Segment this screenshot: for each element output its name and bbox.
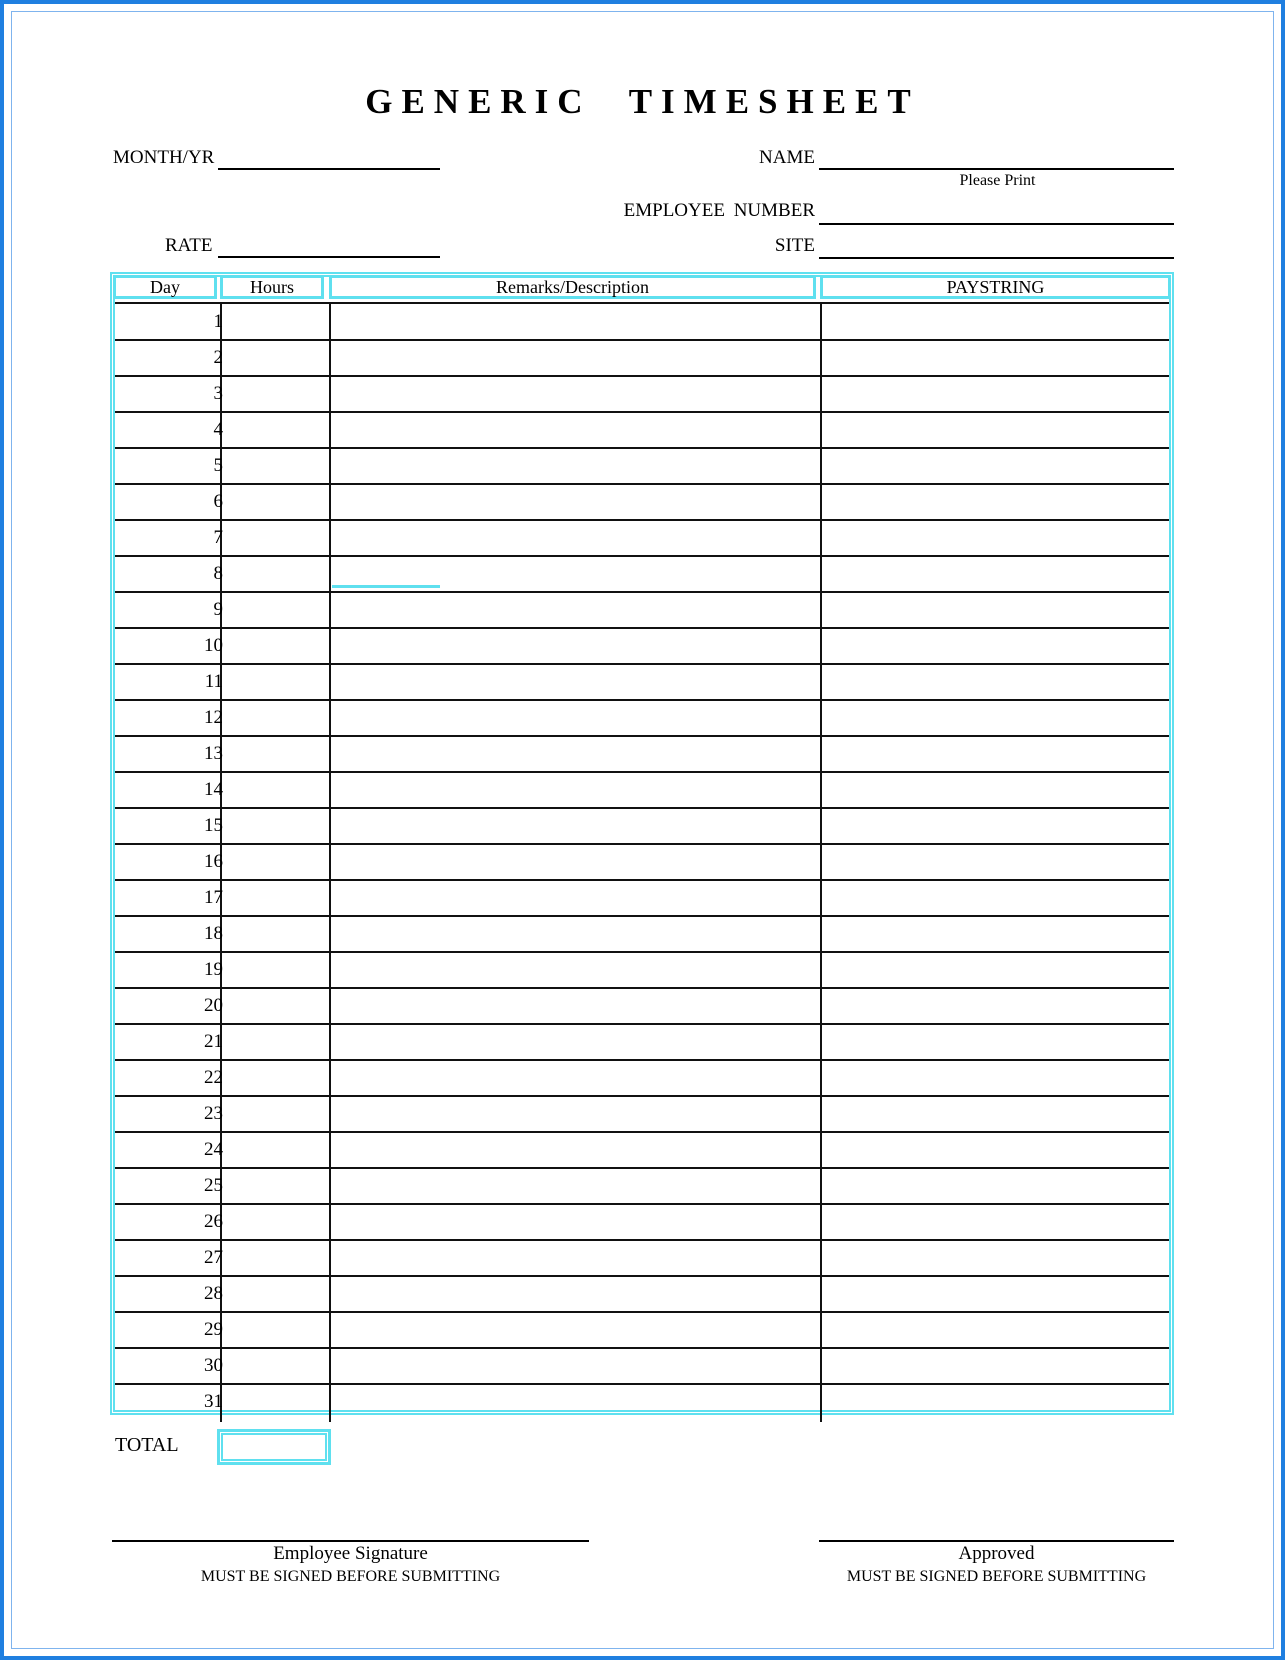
remarks-cell[interactable]: [331, 1204, 818, 1239]
hours-cell[interactable]: [222, 808, 327, 843]
paystring-cell[interactable]: [822, 664, 1167, 699]
hours-cell[interactable]: [222, 592, 327, 627]
remarks-cell[interactable]: [331, 664, 818, 699]
approved-note: MUST BE SIGNED BEFORE SUBMITTING: [846, 1568, 1147, 1585]
remarks-cell[interactable]: [331, 1276, 818, 1311]
paystring-cell[interactable]: [822, 412, 1167, 447]
hours-cell[interactable]: [222, 1348, 327, 1383]
hours-cell[interactable]: [222, 304, 327, 339]
hours-cell[interactable]: [222, 1312, 327, 1347]
day-number: 18: [204, 923, 223, 944]
remarks-cell[interactable]: [331, 628, 818, 663]
remarks-cell[interactable]: [331, 1168, 818, 1203]
site-label: SITE: [774, 235, 815, 256]
remarks-cell[interactable]: [331, 1132, 818, 1167]
day-number: 24: [204, 1139, 223, 1160]
remarks-cell[interactable]: [331, 736, 818, 771]
remarks-cell[interactable]: [331, 880, 818, 915]
day-number: 13: [204, 743, 223, 764]
timesheet-table: [110, 272, 1174, 1415]
remarks-cell[interactable]: [331, 988, 818, 1023]
day-number: 8: [213, 563, 223, 584]
paystring-cell[interactable]: [822, 952, 1167, 987]
day-number: 27: [204, 1247, 223, 1268]
remarks-cell[interactable]: [331, 520, 818, 555]
name-note: Please Print: [959, 172, 1036, 189]
rate-label: RATE: [165, 235, 213, 256]
hours-cell[interactable]: [222, 772, 327, 807]
day-number: 17: [204, 887, 223, 908]
paystring-cell[interactable]: [822, 1132, 1167, 1167]
paystring-cell[interactable]: [822, 880, 1167, 915]
day-number: 2: [213, 347, 223, 368]
day-number: 5: [213, 455, 223, 476]
hours-cell[interactable]: [222, 844, 327, 879]
paystring-cell[interactable]: [822, 304, 1167, 339]
day-number: 19: [204, 959, 223, 980]
employee-number-field[interactable]: [819, 223, 1174, 225]
hours-cell[interactable]: [222, 1096, 327, 1131]
paystring-cell[interactable]: [822, 1240, 1167, 1275]
paystring-cell[interactable]: [822, 520, 1167, 555]
month-yr-field[interactable]: [218, 168, 440, 170]
hours-cell[interactable]: [222, 412, 327, 447]
stray-mark: [332, 585, 440, 588]
paystring-cell[interactable]: [822, 736, 1167, 771]
hours-cell[interactable]: [222, 376, 327, 411]
remarks-cell[interactable]: [331, 376, 818, 411]
paystring-cell[interactable]: [822, 340, 1167, 375]
paystring-cell[interactable]: [822, 808, 1167, 843]
day-number: 28: [204, 1283, 223, 1304]
paystring-cell[interactable]: [822, 1024, 1167, 1059]
remarks-cell[interactable]: [331, 844, 818, 879]
total-label: TOTAL: [115, 1434, 179, 1456]
day-number: 6: [213, 491, 223, 512]
name-label: NAME: [759, 147, 815, 168]
remarks-cell[interactable]: [331, 1384, 818, 1419]
remarks-cell[interactable]: [331, 592, 818, 627]
approved-signature-line[interactable]: [819, 1540, 1174, 1542]
paystring-cell[interactable]: [822, 556, 1167, 591]
hours-cell[interactable]: [222, 1132, 327, 1167]
header-hours: Hours: [220, 275, 324, 299]
total-hours-box[interactable]: [217, 1429, 331, 1465]
day-number: 23: [204, 1103, 223, 1124]
month-yr-label: MONTH/YR: [113, 147, 215, 168]
remarks-cell[interactable]: [331, 1060, 818, 1095]
paystring-cell[interactable]: [822, 700, 1167, 735]
paystring-cell[interactable]: [822, 592, 1167, 627]
day-number: 30: [204, 1355, 223, 1376]
paystring-cell[interactable]: [822, 448, 1167, 483]
hours-cell[interactable]: [222, 736, 327, 771]
day-number: 1: [213, 311, 223, 332]
day-number: 29: [204, 1319, 223, 1340]
hours-cell[interactable]: [222, 484, 327, 519]
remarks-cell[interactable]: [331, 340, 818, 375]
name-field[interactable]: [819, 168, 1174, 170]
paystring-cell[interactable]: [822, 1060, 1167, 1095]
employee-signature-label: Employee Signature: [273, 1543, 428, 1564]
remarks-cell[interactable]: [331, 1096, 818, 1131]
remarks-cell[interactable]: [331, 916, 818, 951]
remarks-cell[interactable]: [331, 1240, 818, 1275]
hours-cell[interactable]: [222, 1024, 327, 1059]
remarks-cell[interactable]: [331, 772, 818, 807]
day-number: 10: [204, 635, 223, 656]
hours-cell[interactable]: [222, 916, 327, 951]
remarks-cell[interactable]: [331, 448, 818, 483]
paystring-cell[interactable]: [822, 1096, 1167, 1131]
rate-field[interactable]: [218, 256, 440, 258]
day-number: 25: [204, 1175, 223, 1196]
remarks-cell[interactable]: [331, 952, 818, 987]
approved-label: Approved: [958, 1543, 1035, 1564]
paystring-cell[interactable]: [822, 376, 1167, 411]
remarks-cell[interactable]: [331, 700, 818, 735]
hours-cell[interactable]: [222, 880, 327, 915]
day-number: 14: [204, 779, 223, 800]
header-remarks: Remarks/Description: [329, 275, 816, 299]
hours-cell[interactable]: [222, 520, 327, 555]
paystring-cell[interactable]: [822, 1312, 1167, 1347]
hours-cell[interactable]: [222, 448, 327, 483]
hours-cell[interactable]: [222, 952, 327, 987]
day-number: 26: [204, 1211, 223, 1232]
day-number: 16: [204, 851, 223, 872]
remarks-cell[interactable]: [331, 1348, 818, 1383]
hours-cell[interactable]: [222, 1276, 327, 1311]
paystring-cell[interactable]: [822, 484, 1167, 519]
day-number: 4: [213, 419, 223, 440]
day-number: 3: [213, 383, 223, 404]
remarks-cell[interactable]: [331, 304, 818, 339]
remarks-cell[interactable]: [331, 808, 818, 843]
hours-cell[interactable]: [222, 1240, 327, 1275]
site-field[interactable]: [819, 257, 1174, 259]
paystring-cell[interactable]: [822, 628, 1167, 663]
hours-cell[interactable]: [222, 664, 327, 699]
day-number: 15: [204, 815, 223, 836]
day-number: 7: [213, 527, 223, 548]
hours-cell[interactable]: [222, 700, 327, 735]
paystring-cell[interactable]: [822, 1276, 1167, 1311]
day-number: 20: [204, 995, 223, 1016]
hours-cell[interactable]: [222, 1168, 327, 1203]
paystring-cell[interactable]: [822, 988, 1167, 1023]
employee-number-label: EMPLOYEE NUMBER: [623, 200, 815, 221]
page-title: GENERIC TIMESHEET: [365, 82, 920, 121]
hours-cell[interactable]: [222, 988, 327, 1023]
hours-cell[interactable]: [222, 628, 327, 663]
remarks-cell[interactable]: [331, 1312, 818, 1347]
paystring-cell[interactable]: [822, 1348, 1167, 1383]
day-number: 31: [204, 1391, 223, 1412]
hours-cell[interactable]: [222, 340, 327, 375]
employee-signature-line[interactable]: [112, 1540, 589, 1542]
paystring-cell[interactable]: [822, 1204, 1167, 1239]
remarks-cell[interactable]: [331, 484, 818, 519]
header-day: Day: [113, 275, 217, 299]
day-number: 12: [204, 707, 223, 728]
day-number: 11: [204, 671, 223, 692]
hours-cell[interactable]: [222, 1384, 327, 1419]
day-number: 22: [204, 1067, 223, 1088]
paystring-cell[interactable]: [822, 916, 1167, 951]
paystring-cell[interactable]: [822, 772, 1167, 807]
paystring-cell[interactable]: [822, 844, 1167, 879]
header-paystring: PAYSTRING: [820, 275, 1171, 299]
hours-cell[interactable]: [222, 556, 327, 591]
remarks-cell[interactable]: [331, 412, 818, 447]
hours-cell[interactable]: [222, 1204, 327, 1239]
day-number: 21: [204, 1031, 223, 1052]
hours-cell[interactable]: [222, 1060, 327, 1095]
day-number: 9: [213, 599, 223, 620]
paystring-cell[interactable]: [822, 1384, 1167, 1419]
paystring-cell[interactable]: [822, 1168, 1167, 1203]
employee-signature-note: MUST BE SIGNED BEFORE SUBMITTING: [200, 1568, 501, 1585]
remarks-cell[interactable]: [331, 1024, 818, 1059]
